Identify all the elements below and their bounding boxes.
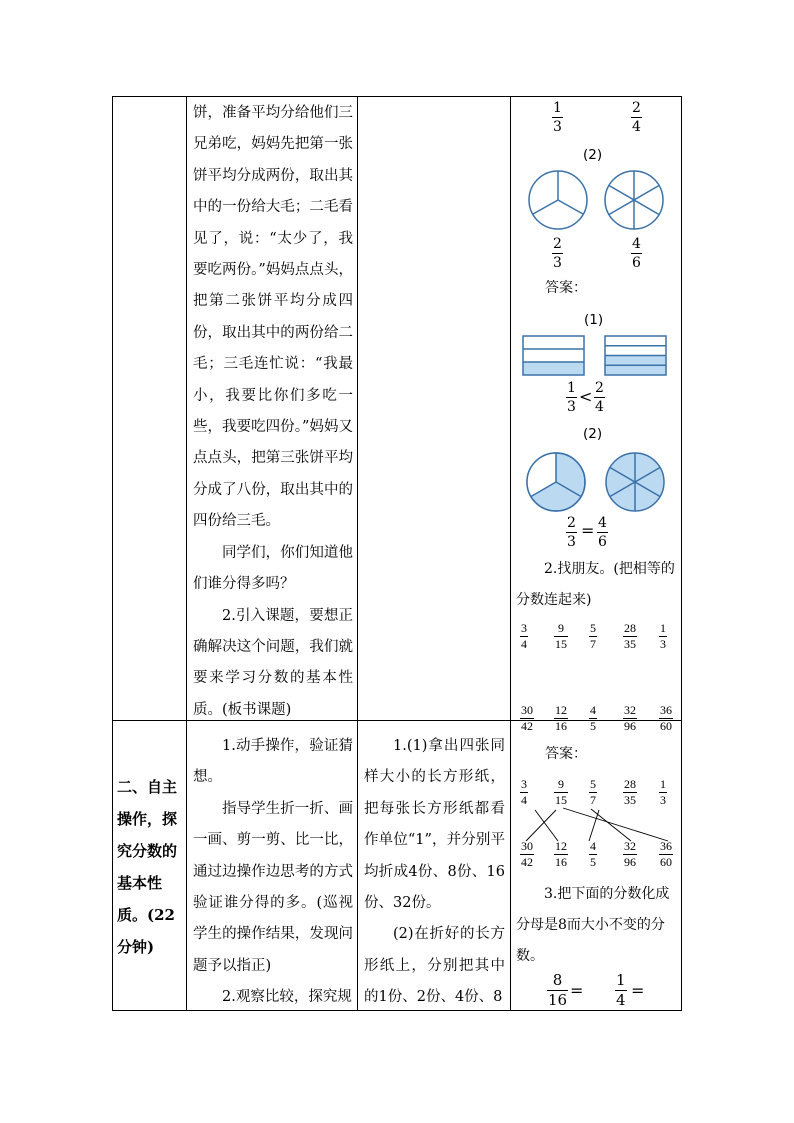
rectangle-quarters bbox=[604, 335, 668, 377]
convert-fractions-question: 3.把下面的分数化成分母是8而大小不变的分数。 bbox=[516, 886, 670, 964]
equal-fraction-2-3: 2 3 bbox=[567, 515, 576, 550]
answer-bottom-fraction: 32 96 bbox=[624, 839, 636, 869]
part-2-answer-label: (2) bbox=[583, 426, 603, 442]
section-title: 二、自主操作，探究分数的基本性质。(22分钟) bbox=[117, 778, 178, 956]
circle-thirds-shaded bbox=[524, 450, 588, 514]
part-1-label: (1) bbox=[584, 312, 604, 328]
find-friends-question: 2.找朋友。(把相等的分数连起来) bbox=[516, 561, 675, 608]
answer-bottom-fraction: 12 16 bbox=[555, 839, 567, 869]
circle-sixths bbox=[602, 168, 666, 232]
question-top-fraction: 1 3 bbox=[660, 621, 666, 651]
student-activity-cell bbox=[364, 731, 505, 1014]
answer-bottom-fraction: 4 5 bbox=[590, 839, 596, 869]
answer-bottom-fraction: 30 42 bbox=[521, 839, 533, 869]
compare-fraction-2-4: 2 4 bbox=[595, 380, 604, 415]
matching-lines bbox=[516, 777, 682, 860]
part-2-label: (2) bbox=[583, 147, 603, 163]
equals-sign: = bbox=[581, 521, 595, 540]
story-text-cell bbox=[193, 98, 353, 726]
col-divider-3 bbox=[510, 97, 511, 1010]
answer-label-2: 答案： bbox=[545, 746, 587, 762]
equals-sign-2: = bbox=[631, 981, 645, 1000]
answer-top-fraction: 1 3 bbox=[660, 777, 666, 807]
question-bottom-fraction: 12 16 bbox=[555, 703, 567, 733]
rectangle-thirds bbox=[522, 335, 586, 377]
convert-fraction-1-4: 1 4 bbox=[616, 971, 626, 1009]
equal-fraction-4-6: 4 6 bbox=[598, 515, 607, 550]
answer-label: 答案： bbox=[545, 280, 587, 296]
equals-sign-1: = bbox=[570, 981, 584, 1000]
fraction-2-4: 2 4 bbox=[632, 100, 641, 135]
convert-fraction-8-16: 8 16 bbox=[548, 971, 568, 1009]
question-paragraph: 同学们，你们知道他们谁分得多吗？ bbox=[193, 544, 353, 593]
fraction-2-3: 2 3 bbox=[553, 236, 562, 271]
question-top-fraction: 5 7 bbox=[590, 621, 596, 651]
intro-paragraph: 2.引入课题，要想正确解决这个问题，我们就要来学习分数的基本性质。(板书课题) bbox=[193, 607, 353, 718]
answer-top-fraction: 28 35 bbox=[624, 777, 636, 807]
answer-top-fraction: 9 15 bbox=[555, 777, 567, 807]
activity-paragraph-3: 2.观察比较，探究规 bbox=[222, 989, 352, 1006]
col-divider-1 bbox=[186, 97, 187, 1010]
question-bottom-fraction: 32 96 bbox=[624, 703, 636, 733]
activity-paragraph-2: 指导学生折一折、画一画、剪一剪、比一比，通过边操作边思考的方式验证谁分得的多。(巡视学生的操作结果，发现问题予以指正) bbox=[193, 800, 353, 974]
answer-top-fraction: 3 4 bbox=[521, 777, 527, 807]
answer-bottom-fraction: 36 60 bbox=[660, 839, 672, 869]
question-top-fraction: 3 4 bbox=[521, 621, 527, 651]
question-bottom-fraction: 4 5 bbox=[590, 703, 596, 733]
question-top-fraction: 28 35 bbox=[624, 621, 636, 651]
fraction-1-3: 1 3 bbox=[553, 100, 562, 135]
circle-sixths-shaded bbox=[603, 450, 667, 514]
question-bottom-fraction: 30 42 bbox=[521, 703, 533, 733]
answer-top-fraction: 5 7 bbox=[590, 777, 596, 807]
compare-fraction-1-3: 1 3 bbox=[567, 380, 576, 415]
less-than-sign: < bbox=[579, 387, 593, 406]
fraction-4-6: 4 6 bbox=[632, 236, 641, 271]
student-paragraph-1: 1.(1)拿出四张同样大小的长方形纸，把每张长方形纸都看作单位“1”，并分别平均折成4份、8份、16份、32份。 bbox=[364, 738, 505, 912]
circle-thirds bbox=[526, 168, 590, 232]
story-paragraph: 饼，准备平均分给他们三兄弟吃，妈妈先把第一张饼平均分成两份，取出其中的一份给大毛；二毛看见了，说：“太少了，我要吃两份。”妈妈点点头，把第二张饼平均分成四份，取出其中的两份给二毛；三毛连忙说：“我最小，我要比你们多吃一些，我要吃四份。”妈妈又点点头，把第三张饼平均分成了八份，取出其中的四份给三毛。 bbox=[193, 105, 353, 530]
student-paragraph-2: (2)在折好的长方形纸上，分别把其中的1份、2份、4份、8 bbox=[364, 926, 505, 1006]
activity-text-cell bbox=[193, 731, 353, 1014]
question-top-fraction: 9 15 bbox=[555, 621, 567, 651]
activity-paragraph-1: 1.动手操作，验证猜想。 bbox=[193, 738, 353, 786]
question-bottom-fraction: 36 60 bbox=[660, 703, 672, 733]
col-divider-2 bbox=[357, 97, 358, 1010]
